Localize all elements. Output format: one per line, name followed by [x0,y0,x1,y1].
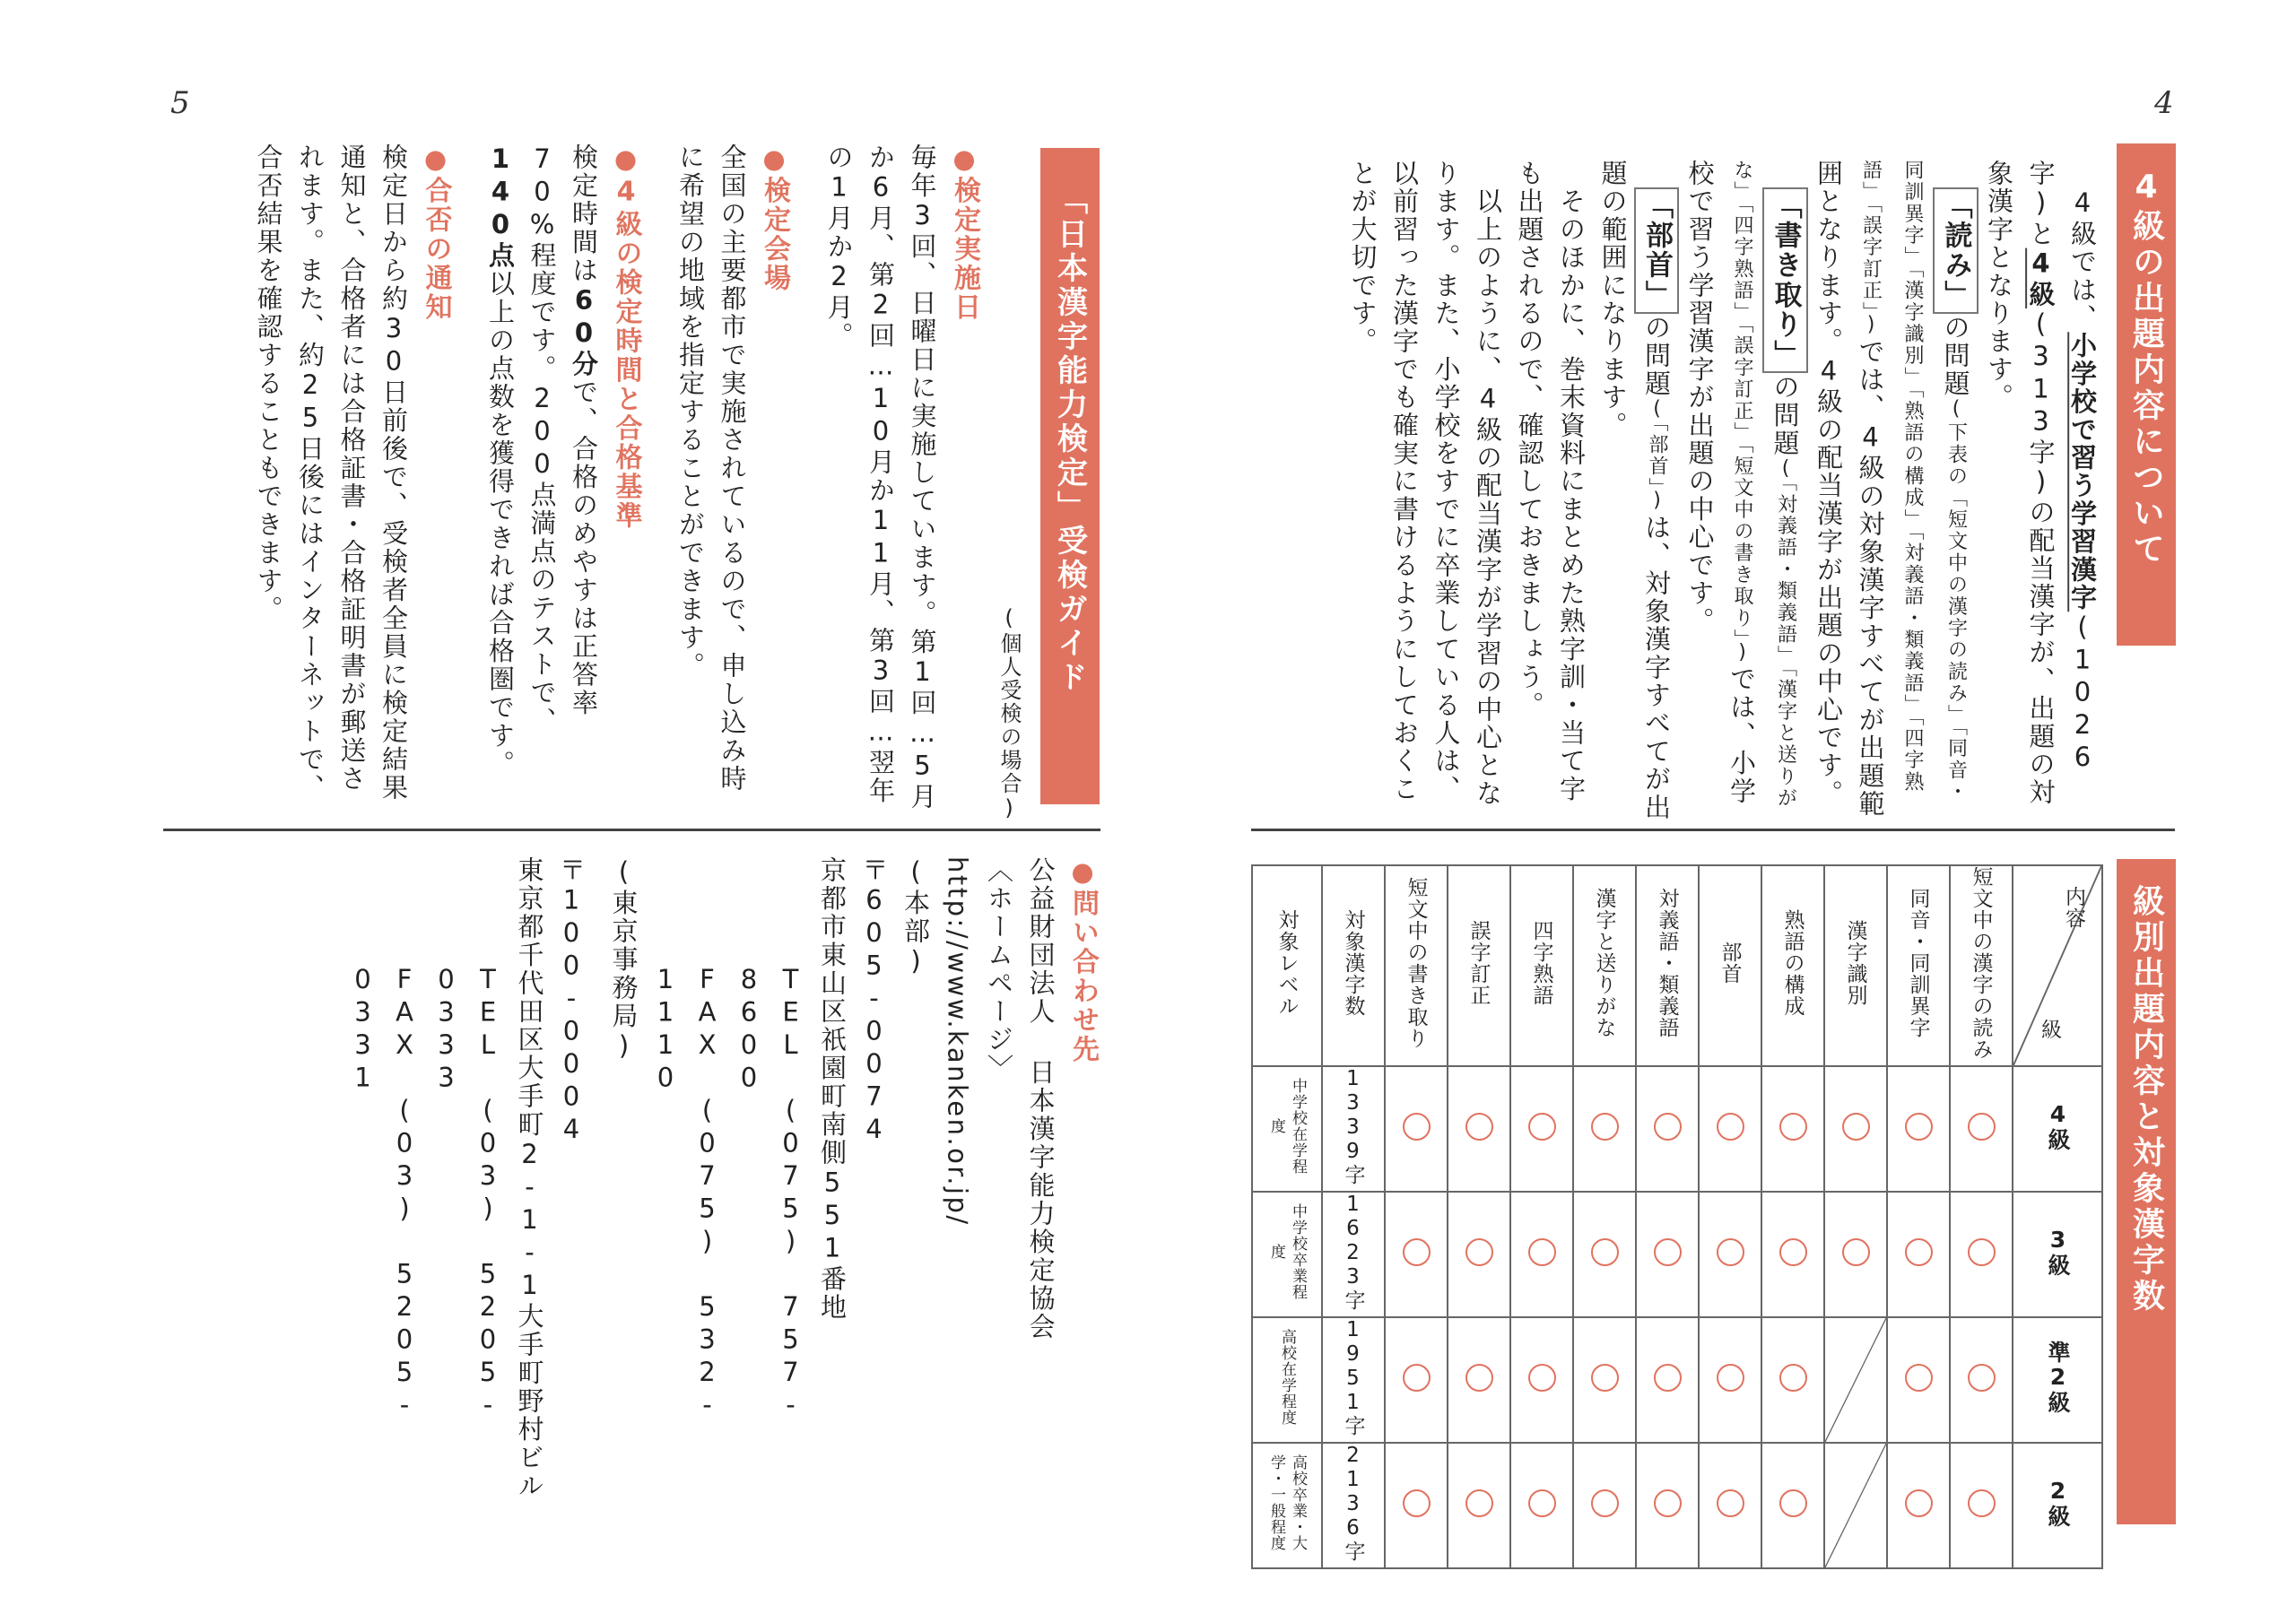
section-heading-row [604,143,647,812]
table-cell [1252,1192,1322,1317]
paragraph-p3 [1679,160,1808,823]
text-span: の問題 [1940,314,1971,398]
table-cell [1699,1443,1761,1568]
table-cell [1699,1066,1761,1192]
guide-subtitle: (個人受検の場合) [996,605,1022,822]
text-span: の問題 [1641,314,1672,398]
circle-mark-icon [1779,1489,1807,1517]
paragraph-p6 [1342,160,1509,823]
circle-mark-icon [1717,1238,1744,1266]
kanji-count: 1951字 [1341,1318,1365,1436]
header-label: 同音・同訓異字 [1906,888,1930,1038]
circle-mark-icon [1717,1489,1744,1517]
table-cell [1385,1066,1448,1192]
tokyo-zip: 〒100-0004 [556,856,587,1147]
table-corner-cell [2013,865,2102,1066]
table-cell [1950,1443,2013,1568]
table-cell [1448,1192,1510,1317]
circle-mark-icon [1968,1489,1996,1517]
circle-mark-icon [1654,1113,1682,1141]
header-label: 漢字と送りがな [1592,888,1616,1038]
table-header-cell [1824,865,1887,1066]
table-cell [1636,1317,1699,1443]
grade-name-cell [2013,1443,2102,1568]
circle-mark-icon [1528,1364,1556,1392]
section-text [818,143,944,812]
circle-mark-icon [1905,1238,1933,1266]
text-span: 以上のように、4級の配当漢字が学習の中心となります。また、小学校をすでに卒業している人は、以前習った漢字でも確実に書けるようにしておくことが大切です。 [1347,160,1503,808]
table-cell [1322,1192,1385,1317]
table-cell [1448,1443,1510,1568]
text-span: (下表の「短文中の漢字の読み」「同音・同訓異字」「漢字識別」「熟語の構成」「対義語・類義語」「四字熟語」「誤字訂正」) [1859,160,1968,803]
circle-mark-icon [1654,1364,1682,1392]
section-title: 4級の出題内容について [2127,169,2165,568]
grade-row [1252,1066,2102,1192]
text-span: (「部首」) [1646,397,1668,514]
table-cell [1887,1066,1950,1192]
text-span: では、4級の対象漢字すべてが出題範囲となります。4級の配当漢字が出題の中心です。 [1813,160,1886,819]
circle-mark-icon [1465,1113,1493,1141]
circle-mark-icon [1905,1364,1933,1392]
grade-name-cell [2013,1066,2102,1192]
keyword-box: 「書き取り」 [1762,187,1808,373]
hq-tel: TEL (075) 757-8600 [734,964,806,1422]
table-cell [1573,1066,1636,1192]
table-header-cell [1252,865,1322,1066]
hq-label: (本部) [900,856,931,978]
text-span: 小学校で習う学習漢字 [2067,332,2098,612]
table-header-row [1252,865,2102,1066]
table-cell [1252,1443,1322,1568]
section-heading-row [753,143,796,812]
guide-title: 「日本漢字能力検定」受検ガイド [1051,184,1088,695]
circle-mark-icon [1528,1113,1556,1141]
guide-section-s4 [248,143,457,812]
section-heading: 4級の検定時間と合格基準 [610,176,642,531]
table-cell [1510,1317,1573,1443]
table-cell [1636,1443,1699,1568]
table-cell [1322,1317,1385,1443]
bullet-icon: ● [759,143,789,177]
page-number-left: 5 [170,85,190,121]
grade-name-cell [2013,1192,2102,1317]
text-span: (1026字)と [2025,160,2098,775]
section-heading: 検定会場 [759,176,790,293]
table-header-cell [1887,865,1950,1066]
kanji-count: 2136字 [1341,1444,1365,1562]
circle-mark-icon [1528,1238,1556,1266]
grade-row [1252,1317,2102,1443]
circle-mark-icon [1905,1489,1933,1517]
keyword-box: 「部首」 [1634,187,1680,314]
grade-name: 2級 [2045,1478,2071,1528]
header-label: 対象レベル [1274,909,1299,1017]
bullet-icon: ● [1067,856,1098,890]
table-cell [1636,1066,1699,1192]
page-number-right: 4 [2154,85,2174,121]
table-cell [1573,1443,1636,1568]
target-level: 中学校在学程度 [1267,1078,1307,1175]
circle-mark-icon [1591,1238,1619,1266]
table-cell [1887,1317,1950,1443]
section-text [248,143,414,812]
circle-mark-icon [1968,1364,1996,1392]
circle-mark-icon [1465,1238,1493,1266]
table-header-cell [1761,865,1824,1066]
circle-mark-icon [1591,1489,1619,1517]
bullet-icon: ● [949,143,979,177]
header-label: 四字熟語 [1529,920,1553,1006]
grade-name: 準2級 [2045,1341,2071,1414]
header-label: 誤字訂正 [1466,920,1491,1006]
circle-mark-icon [1465,1364,1493,1392]
text-span: の問題 [1770,373,1801,458]
paragraph-p2 [1808,160,1979,823]
section-text [480,143,605,812]
section-heading: 検定実施日 [949,176,980,322]
table-cell [1510,1066,1573,1192]
header-label: 短文中の漢字の読み [1969,866,1993,1060]
circle-mark-icon [1654,1238,1682,1266]
table-cell [1448,1066,1510,1192]
paragraph-p1 [1979,160,2104,823]
header-label: 部首 [1718,942,1742,985]
grade-content-table [1251,864,2103,1569]
empty-cell [1824,1317,1887,1443]
paragraph-p5 [1509,160,1592,823]
circle-mark-icon [1403,1113,1431,1141]
table-cell [1761,1317,1824,1443]
table-cell [1761,1443,1824,1568]
table-cell [1824,1066,1887,1192]
table-cell [1824,1192,1887,1317]
homepage-label: 〈ホームページ〉 [984,856,1014,1082]
tokyo-tel: TEL (03) 5205-0333 [430,964,503,1422]
grade-name: 4級 [2045,1101,2071,1151]
table-cell [1950,1192,2013,1317]
keyword-box: 「読み」 [1933,187,1979,314]
table-cell [1448,1317,1510,1443]
table-cell [1510,1192,1573,1317]
table-cell [1636,1192,1699,1317]
table-title-banner [2117,859,2176,1524]
circle-mark-icon [1654,1489,1682,1517]
table-cell [1322,1443,1385,1568]
table-cell [1761,1066,1824,1192]
table-cell [1761,1192,1824,1317]
tokyo-fax: FAX (03) 5205-0331 [347,964,420,1422]
header-label: 対象漢字数 [1341,909,1365,1017]
empty-cell [1824,1443,1887,1568]
circle-mark-icon [1905,1113,1933,1141]
section-title-banner [2117,143,2176,646]
text-span: で、合格のめやすは正答率70%程度です。200点満点のテストで、 [526,143,599,735]
circle-mark-icon [1842,1238,1870,1266]
text-span: 4級では、 [2067,187,2098,333]
inquiry-org: 公益財団法人 日本漢字能力検定協会 [1025,856,1057,1341]
table-header-cell [1636,865,1699,1066]
table-cell [1573,1192,1636,1317]
divider-left [163,829,1100,831]
table-cell [1573,1317,1636,1443]
section-heading-row [944,143,986,812]
bullet-icon: ● [610,143,641,177]
grade-name-cell [2013,1317,2102,1443]
target-level: 高校在学程度 [1278,1329,1296,1426]
table-cell [1510,1443,1573,1568]
divider-right [1251,829,2175,831]
circle-mark-icon [1403,1238,1431,1266]
table-header-cell [1510,865,1573,1066]
table-cell [1950,1066,2013,1192]
table-header-cell [1699,865,1761,1066]
table-header-cell [1322,865,1385,1066]
circle-mark-icon [1842,1113,1870,1141]
table-cell [1385,1443,1448,1568]
right-body-text [1260,160,2103,823]
table-cell [1699,1317,1761,1443]
header-label: 短文中の書き取り [1404,877,1428,1049]
text-span: 60分 [569,284,599,378]
grade-name: 3級 [2045,1227,2071,1277]
circle-mark-icon [1779,1364,1807,1392]
header-label: 対義語・類義語 [1655,888,1679,1038]
text-span: 検定日から約30日前後で、受検者全員に検定結果通知と、合格者には合格証書・合格証明書が郵送されます。また、約25日後にはインターネットで、合否結果を確認することもできます。 [253,143,409,803]
table-cell [1385,1317,1448,1443]
table-cell [1252,1066,1322,1192]
grade-row [1252,1192,2102,1317]
text-span: 以上の点数を獲得できれば合格圏です。 [485,270,516,778]
kanji-count: 1339字 [1341,1067,1365,1185]
circle-mark-icon [1717,1113,1744,1141]
guide-section-s1 [818,143,985,812]
tokyo-address: 東京都千代田区大手町2-1-1大手町野村ビル [514,856,545,1500]
corner-grade-label: 級 [2038,1019,2061,1040]
guide-title-banner [1040,148,1100,804]
table-cell [1252,1317,1322,1443]
text-span: (313字)の配当漢字が、出題の対象漢字となります。 [1984,160,2057,807]
table-cell [1699,1192,1761,1317]
header-label: 熟語の構成 [1780,909,1805,1017]
text-span: (「対義語・類義語」「漢字と送りがな」「四字熟語」「誤字訂正」「短文中の書き取り」) [1731,160,1797,810]
target-level: 中学校卒業程度 [1267,1203,1307,1300]
bullet-icon: ● [420,143,451,177]
hq-fax: FAX (075) 532-1110 [650,964,723,1422]
circle-mark-icon [1591,1364,1619,1392]
table-title: 級別出題内容と対象漢字数 [2127,884,2165,1315]
table-cell [1887,1443,1950,1568]
paragraph-p4 [1592,160,1679,823]
circle-mark-icon [1968,1238,1996,1266]
text-span: 毎年3回、日曜日に実施しています。第1回…5月か6月、第2回…10月か11月、第3回…翌年の1月か2月。 [823,143,938,812]
circle-mark-icon [1528,1489,1556,1517]
guide-section-s2 [670,143,796,812]
hq-address: 京都市東山区祇園町南側551番地 [817,856,848,1322]
table-header-cell [1385,865,1448,1066]
text-span: は、対象漢字すべてが出題の範囲になります。 [1597,160,1672,822]
guide-section-s3 [480,143,647,812]
kanji-count: 1623字 [1341,1193,1365,1311]
text-span: 全国の主要都市で実施されているので、申し込み時に希望の地域を指定することができます。 [675,143,748,794]
homepage-url[interactable]: http://www.kanken.or.jp/ [942,856,973,1227]
tokyo-label: (東京事務局) [608,856,639,1063]
circle-mark-icon [1403,1364,1431,1392]
circle-mark-icon [1779,1113,1807,1141]
text-span: 140点 [485,143,516,270]
table-header-cell [1448,865,1510,1066]
table-cell [1322,1066,1385,1192]
circle-mark-icon [1779,1238,1807,1266]
corner-content-label: 内容 [2062,886,2085,929]
section-heading: 合否の通知 [420,176,452,322]
circle-mark-icon [1403,1489,1431,1517]
circle-mark-icon [1968,1113,1996,1141]
section-heading-row [414,143,457,812]
grade-row [1252,1443,2102,1568]
section-text [670,143,753,812]
table-cell [1887,1192,1950,1317]
text-span: 検定時間は [569,143,599,285]
circle-mark-icon [1465,1489,1493,1517]
text-span: 4級 [2025,247,2057,309]
hq-zip: 〒605-0074 [858,856,890,1147]
inquiry-heading: 問い合わせ先 [1067,889,1099,1064]
header-label: 漢字識別 [1843,920,1867,1006]
text-span: では、小学校で習う学習漢字が出題の中心です。 [1684,160,1757,805]
target-level: 高校卒業・大学・一般程度 [1267,1454,1307,1551]
inquiry-block [347,856,1103,1538]
table-cell [1950,1317,2013,1443]
text-span: そのほかに、巻末資料にまとめた熟字訓・当て字も出題されるので、確認しておきましょう。 [1514,160,1587,803]
table-header-cell [1950,865,2013,1066]
circle-mark-icon [1591,1113,1619,1141]
guide-sections [160,143,985,812]
table-header-cell [1573,865,1636,1066]
circle-mark-icon [1717,1364,1744,1392]
table-cell [1385,1192,1448,1317]
